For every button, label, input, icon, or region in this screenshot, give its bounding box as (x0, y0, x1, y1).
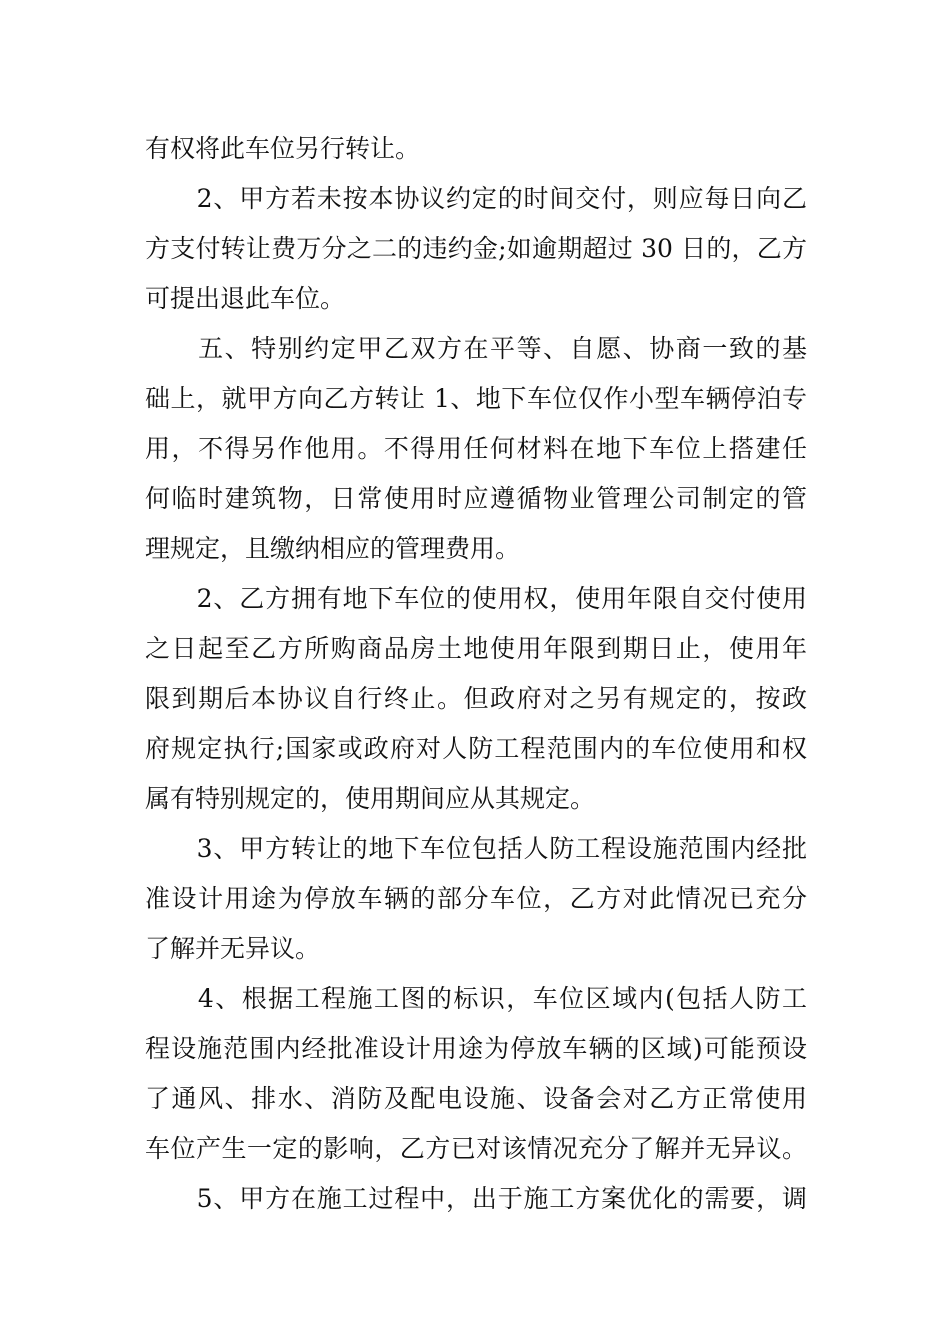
text-line: 车位产生一定的影响，乙方已对该情况充分了解并无异议。 (145, 1134, 807, 1163)
text-line: 方支付转让费万分之二的违约金;如逾期超过 30 日的，乙方 (145, 234, 807, 263)
text-line: 之日起至乙方所购商品房土地使用年限到期日止，使用年 (145, 634, 807, 663)
text-line: 有权将此车位另行转让。 (145, 134, 421, 163)
text-line: 属有特别规定的，使用期间应从其规定。 (145, 784, 596, 813)
text-line: 用，不得另作他用。不得用任何材料在地下车位上搭建任 (145, 434, 807, 463)
text-line: 5、甲方在施工过程中，出于施工方案优化的需要，调 (145, 1184, 807, 1213)
text-line: 五、特别约定甲乙双方在平等、自愿、协商一致的基 (145, 334, 807, 363)
text-line: 2、甲方若未按本协议约定的时间交付，则应每日向乙 (145, 184, 807, 213)
text-line: 了解并无异议。 (145, 934, 321, 963)
text-line: 程设施范围内经批准设计用途为停放车辆的区域)可能预设 (145, 1034, 807, 1063)
text-line: 础上，就甲方向乙方转让 1、地下车位仅作小型车辆停泊专 (145, 384, 807, 413)
text-line: 3、甲方转让的地下车位包括人防工程设施范围内经批 (145, 834, 807, 863)
text-line: 2、乙方拥有地下车位的使用权，使用年限自交付使用 (145, 584, 807, 613)
text-line: 4、根据工程施工图的标识，车位区域内(包括人防工 (145, 984, 807, 1013)
text-line: 府规定执行;国家或政府对人防工程范围内的车位使用和权 (145, 734, 807, 763)
text-line: 准设计用途为停放车辆的部分车位，乙方对此情况已充分 (145, 884, 807, 913)
text-line: 限到期后本协议自行终止。但政府对之另有规定的，按政 (145, 684, 807, 713)
text-line: 理规定，且缴纳相应的管理费用。 (145, 534, 521, 563)
text-line: 了通风、排水、消防及配电设施、设备会对乙方正常使用 (145, 1084, 807, 1113)
text-line: 何临时建筑物，日常使用时应遵循物业管理公司制定的管 (145, 484, 807, 513)
text-line: 可提出退此车位。 (145, 284, 346, 313)
